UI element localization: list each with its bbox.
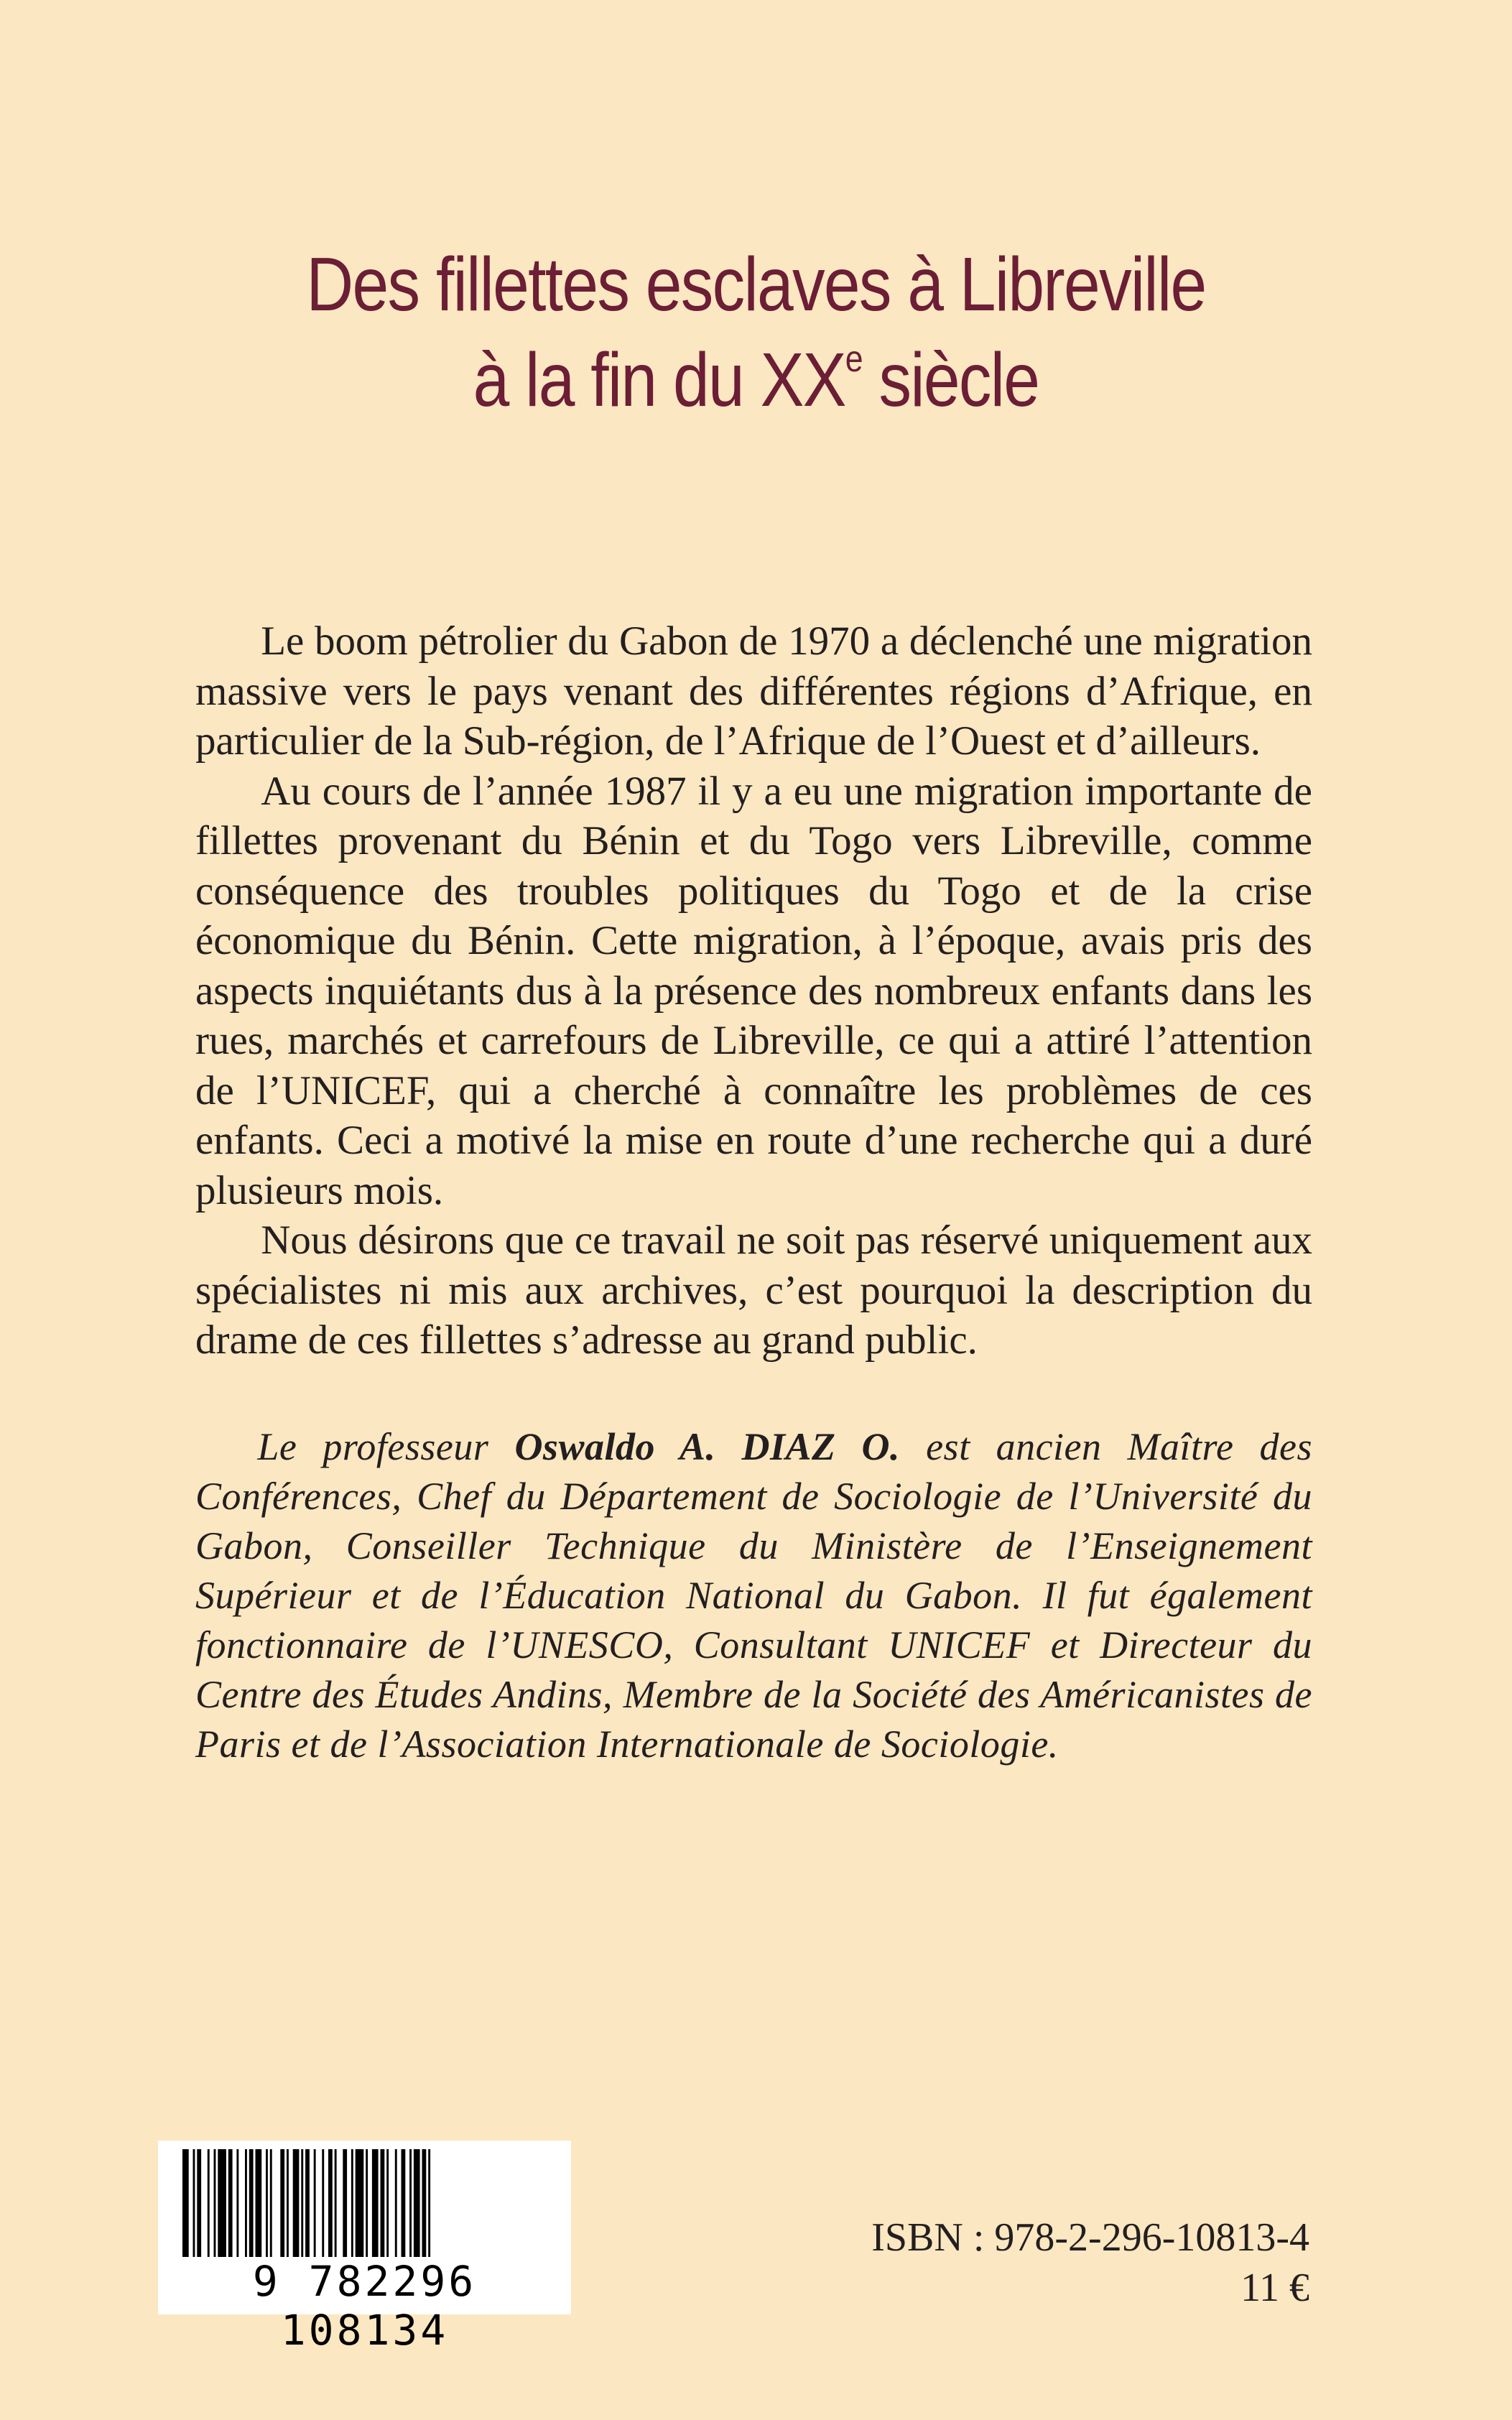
barcode-bar bbox=[193, 2149, 195, 2257]
barcode-bar bbox=[356, 2149, 364, 2257]
barcode-bar bbox=[343, 2149, 347, 2257]
barcode-bar bbox=[414, 2149, 420, 2257]
barcode-bar bbox=[402, 2149, 406, 2257]
barcode-bar bbox=[395, 2149, 397, 2257]
author-name: Oswaldo A. DIAZ O. bbox=[514, 1425, 901, 1468]
barcode-bar bbox=[245, 2149, 247, 2257]
barcode-bar bbox=[381, 2149, 385, 2257]
barcode-bar bbox=[372, 2149, 379, 2257]
barcode-bar bbox=[366, 2149, 368, 2257]
barcode-bar bbox=[182, 2149, 189, 2257]
barcode-bar bbox=[249, 2149, 254, 2257]
barcode-bar bbox=[280, 2149, 284, 2257]
barcode-bar bbox=[428, 2149, 430, 2257]
synopsis-paragraph-3: Nous désirons que ce travail ne soit pas réservé uniquement aux spécialistes ni mis aux archives, c’est pourquoi la description du drame de ces fillettes s’adresse au grand public. bbox=[195, 1218, 1312, 1363]
synopsis-paragraph-2: Au cours de l’année 1987 il y a eu une migration importante de fillettes provenant du Bénin et du Togo vers Libreville, comme conséquence des troubles politiques du Togo et de la crise économique du Bénin. Cette migration, à l’époque, avais pris des aspects inquiétants dus à la présence des nombreux enfants dans les rues, marchés et carrefours de Libreville, ce qui a attiré l’attention de l’UNICEF, qui a cherché à connaître les problèmes de ces enfants. Ceci a motivé la mise en route d’une recherche qui a duré plusieurs mois. bbox=[195, 768, 1312, 1213]
barcode-bar bbox=[305, 2149, 310, 2257]
isbn-number: ISBN : 978-2-296-10813-4 bbox=[871, 2215, 1309, 2260]
barcode-bar bbox=[293, 2149, 300, 2257]
barcode-bar bbox=[228, 2149, 233, 2257]
title-line-1: Des fillettes esclaves à Libreville bbox=[306, 242, 1206, 327]
author-bio-prefix: Le professeur bbox=[257, 1425, 515, 1468]
barcode-bar bbox=[335, 2149, 337, 2257]
price: 11 € bbox=[1240, 2266, 1309, 2310]
book-title bbox=[106, 237, 1406, 428]
synopsis-paragraph-1: Le boom pétrolier du Gabon de 1970 a déclenché une migration massive vers le pays venant des différentes régions d’Afrique, en particulier de la Sub-région, de l’Afrique de l’Ouest et d’ailleurs. bbox=[195, 618, 1312, 764]
barcode-bar bbox=[351, 2149, 353, 2257]
barcode-bar bbox=[386, 2149, 389, 2257]
barcode bbox=[158, 2141, 571, 2355]
barcode-bar bbox=[322, 2149, 324, 2257]
barcode-bar bbox=[422, 2149, 427, 2257]
barcode-bar bbox=[266, 2149, 268, 2257]
author-bio bbox=[195, 1422, 1312, 1769]
barcode-bar bbox=[256, 2149, 262, 2257]
isbn-block bbox=[871, 2212, 1309, 2313]
author-bio-paragraph bbox=[195, 1422, 1312, 1769]
author-bio-text: est ancien Maître des Conférences, Chef du Département de Sociologie de l’Université du Gabon, Conseiller Technique du Ministère de l’Enseignement Supérieur et de l’Éducation National du Gabon. Il fut également fonctionnaire de l’UNESCO, Consultant UNICEF et Directeur du Centre des Études Andins, Membre de la Société des Américanistes de Paris et de l’Association Internationale de Sociologie. bbox=[195, 1425, 1313, 1766]
title-superscript: e bbox=[845, 338, 862, 380]
barcode-bar bbox=[218, 2149, 226, 2257]
title-line-2-suffix: siècle bbox=[861, 338, 1039, 422]
barcode-bar bbox=[236, 2149, 238, 2257]
barcode-bar bbox=[270, 2149, 272, 2257]
barcode-bars bbox=[178, 2149, 551, 2257]
barcode-bar bbox=[314, 2149, 316, 2257]
title-line-2-prefix: à la fin du XX bbox=[473, 338, 845, 422]
title-line-2 bbox=[106, 333, 1406, 428]
barcode-bar bbox=[208, 2149, 210, 2257]
barcode-bar bbox=[214, 2149, 216, 2257]
barcode-digits: 9 782296 108134 bbox=[252, 2257, 477, 2355]
barcode-bar bbox=[409, 2149, 412, 2257]
barcode-bar bbox=[197, 2149, 201, 2257]
barcode-bar bbox=[287, 2149, 289, 2257]
synopsis bbox=[195, 616, 1312, 1366]
barcode-bar bbox=[328, 2149, 333, 2257]
barcode-bar bbox=[301, 2149, 303, 2257]
